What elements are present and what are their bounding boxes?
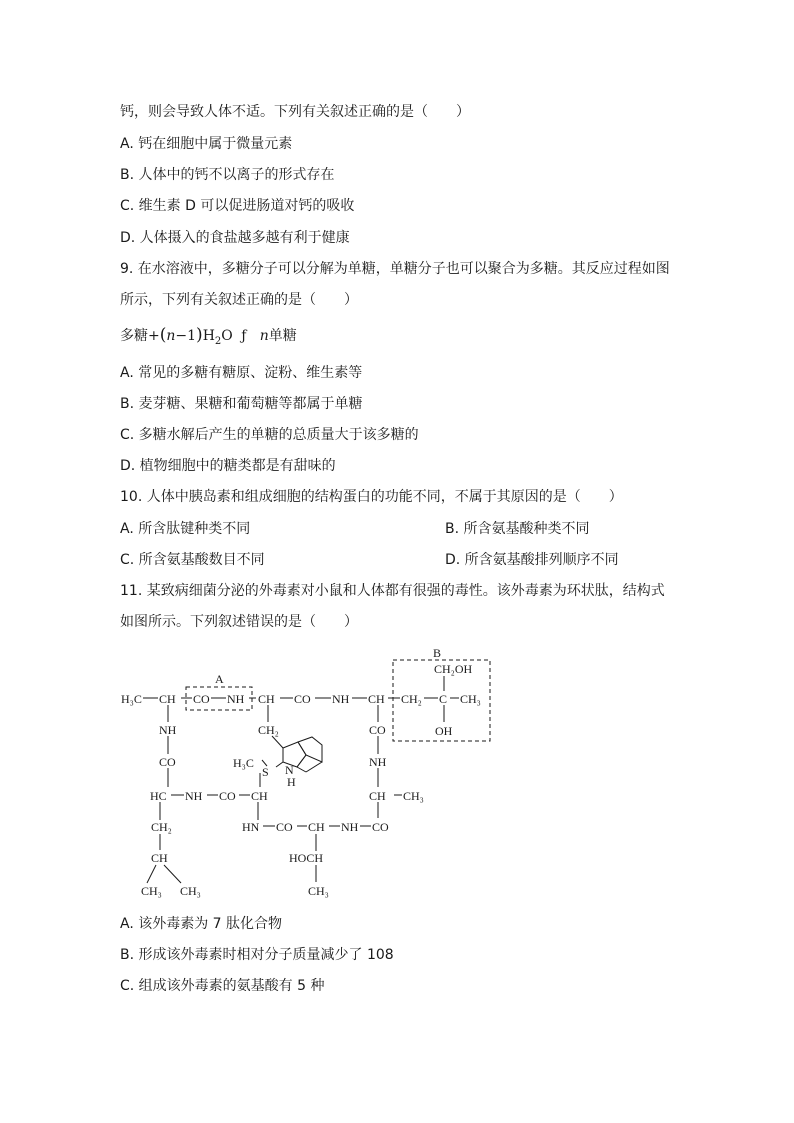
q8-option-b: B. 人体中的钙不以离子的形式存在 (120, 167, 335, 183)
eq-n: n (166, 328, 176, 344)
eq-arrow: ƒ (241, 328, 247, 344)
eq-water-sub: 2 (214, 335, 222, 347)
atom-leu-ch3b: CH₃ (180, 884, 201, 898)
eq-paren-open: ( (159, 325, 167, 345)
eq-water: H (202, 328, 215, 344)
q10-option-d: D. 所含氨基酸排列顺序不同 (445, 552, 619, 568)
atom-s: S (262, 765, 269, 779)
q11-option-a: A. 该外毒素为 7 肽化合物 (120, 916, 283, 932)
q9-option-d: D. 植物细胞中的糖类都是有甜味的 (120, 458, 336, 474)
q8-option-a: A. 钙在细胞中属于微量元素 (120, 136, 293, 152)
atom-right-co: CO (369, 723, 386, 737)
q9-option-a: A. 常见的多糖有糖原、淀粉、维生素等 (120, 365, 363, 381)
q8-option-d: D. 人体摄入的食盐越多越有利于健康 (120, 230, 350, 246)
q9-option-c: C. 多糖水解后产生的单糖的总质量大于该多糖的 (120, 427, 419, 443)
atom-right-ch: CH (369, 789, 386, 803)
atom-trp-ch2: CH₂ (258, 723, 279, 737)
atom-bot-ch: CH (308, 820, 325, 834)
atom-b-ch2oh: CH₂OH (434, 662, 473, 676)
atom-b-oh: OH (435, 724, 453, 738)
q11-option-c: C. 组成该外毒素的氨基酸有 5 种 (120, 978, 325, 994)
atom-c: C (439, 692, 448, 706)
atom-mid-nh: NH (185, 789, 203, 803)
atom-co1: CO (193, 692, 210, 706)
atom-right-nh: NH (369, 755, 387, 769)
eq-minus1: −1 (175, 328, 197, 344)
atom-indole-n: N (285, 763, 294, 777)
q11-option-b: B. 形成该外毒素时相对分子质量减少了 108 (120, 947, 394, 963)
atom-thr-hoch: HOCH (289, 851, 324, 865)
atom-indole-h: H (287, 775, 296, 789)
q9-equation (120, 326, 297, 351)
q11-stem-line2: 如图所示。下列叙述错误的是（ ） (120, 614, 358, 630)
atom-mid-co: CO (219, 789, 236, 803)
eq-left: 多糖+ (120, 328, 160, 344)
q10-stem: 10. 人体中胰岛素和组成细胞的结构蛋白的功能不同，不属于其原因的是（ ） (120, 489, 623, 505)
atom-bot-hn: HN (242, 820, 260, 834)
atom-thr-ch3: CH₃ (308, 884, 329, 898)
label-b: B (433, 646, 442, 660)
atom-ch3r: CH₃ (460, 692, 481, 706)
q8-option-c: C. 维生素 D 可以促进肠道对钙的吸收 (120, 198, 355, 214)
atom-bot-co: CO (276, 820, 293, 834)
q11-stem-line1: 11. 某致病细菌分泌的外毒素对小鼠和人体都有很强的毒性。该外毒素为环状肽，结构式 (120, 583, 665, 599)
atom-co2: CO (294, 692, 311, 706)
q9-option-b: B. 麦芽糖、果糖和葡萄糖等都属于单糖 (120, 396, 363, 412)
eq-right: 单糖 (268, 328, 297, 344)
atom-left-hc: HC (150, 789, 167, 803)
atom-left-co: CO (159, 755, 176, 769)
q9-stem-line2: 所示，下列有关叙述正确的是（ ） (120, 292, 358, 308)
q10-option-a: A. 所含肽键种类不同 (120, 521, 251, 537)
atom-ch1: CH (159, 692, 176, 706)
peptide-structure-diagram (0, 640, 794, 905)
atom-right-ch3: CH₃ (403, 789, 424, 803)
atom-leu-ch3a: CH₃ (141, 884, 162, 898)
eq-paren-close: ) (196, 325, 203, 345)
q10-option-b: B. 所含氨基酸种类不同 (445, 521, 590, 537)
atom-left-nh: NH (159, 723, 177, 737)
atom-mid-ch: CH (251, 789, 268, 803)
label-a: A (215, 672, 224, 686)
atom-leu-ch: CH (151, 851, 168, 865)
atom-ch2b: CH₂ (401, 692, 422, 706)
atom-bot-co2: CO (372, 820, 389, 834)
atom-leu-ch2: CH₂ (151, 820, 172, 834)
atom-nh2: NH (332, 692, 350, 706)
atom-ch3: CH (368, 692, 385, 706)
q10-option-c: C. 所含氨基酸数目不同 (120, 552, 265, 568)
atom-nh1: NH (227, 692, 245, 706)
atom-h3c: H₃C (121, 692, 142, 706)
eq-n2: n (259, 328, 269, 344)
eq-water-o: O (221, 328, 233, 344)
q9-stem-line1: 9. 在水溶液中，多糖分子可以分解为单糖，单糖分子也可以聚合为多糖。其反应过程如图 (120, 261, 670, 277)
atom-bot-nh: NH (341, 820, 359, 834)
q8-stem-tail: 钙，则会导致人体不适。下列有关叙述正确的是（ ） (120, 104, 470, 120)
atom-h3c2: H₃C (233, 756, 254, 770)
atom-ch2: CH (258, 692, 275, 706)
